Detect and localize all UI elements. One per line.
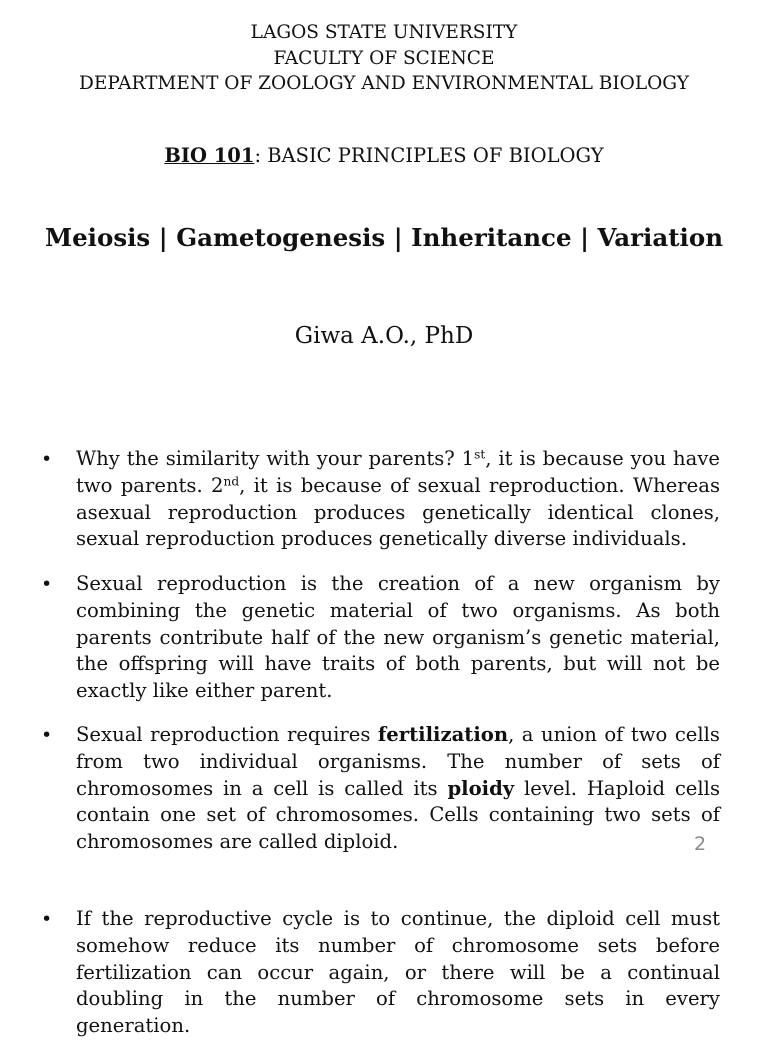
term-ploidy: ploidy — [447, 776, 515, 800]
bullet-text: Sexual reproduction is the creation of a new organism by combining the genetic material of two organisms. As both parents contribute half of the new organism’s genetic material, the offspring will have traits of both parents, but will not be exactly like either parent. — [76, 572, 720, 703]
course-name: : BASIC PRINCIPLES OF BIOLOGY — [254, 144, 604, 167]
university-name: LAGOS STATE UNIVERSITY — [250, 22, 518, 43]
term-fertilization: fertilization — [377, 723, 509, 746]
department-name: DEPARTMENT OF ZOOLOGY AND ENVIRONMENTAL BIOLOGY — [79, 73, 689, 94]
course-code: BIO 101 — [164, 144, 255, 167]
author-name: Giwa A.O., PhD — [294, 323, 474, 349]
bullet-text: Sexual reproduction requires fertilization, a union of two cells from two individual organisms. The number of sets of chromosomes in a cell is called its ploidy level. Haploid cells contain one set of chromosomes. Cells containing two sets of chromosomes are called diploid. — [76, 723, 720, 854]
bullet-text: Why the similarity with your parents? 1st, it is because you have two parents. 2nd, it is because of sexual reproduction. Whereas asexual reproduction produces genetically identical clones, sexual reproduction produces genetically diverse individuals. — [76, 447, 720, 551]
faculty-name: FACULTY OF SCIENCE — [273, 47, 495, 69]
page-number: 2 — [694, 833, 707, 855]
bullet-text: If the reproductive cycle is to continue, the diploid cell must somehow reduce its number of chromosome sets before fertilization can occur again, or there will be a continual doubling in the number of chromosome sets in every generation. — [76, 907, 720, 1038]
bullet-marker: • — [41, 724, 53, 746]
topics-heading: Meiosis | Gametogenesis | Inheritance | Variation — [44, 223, 724, 252]
bullet-marker: • — [41, 448, 53, 470]
bullet-marker: • — [41, 573, 53, 595]
bullet-marker: • — [41, 908, 53, 930]
